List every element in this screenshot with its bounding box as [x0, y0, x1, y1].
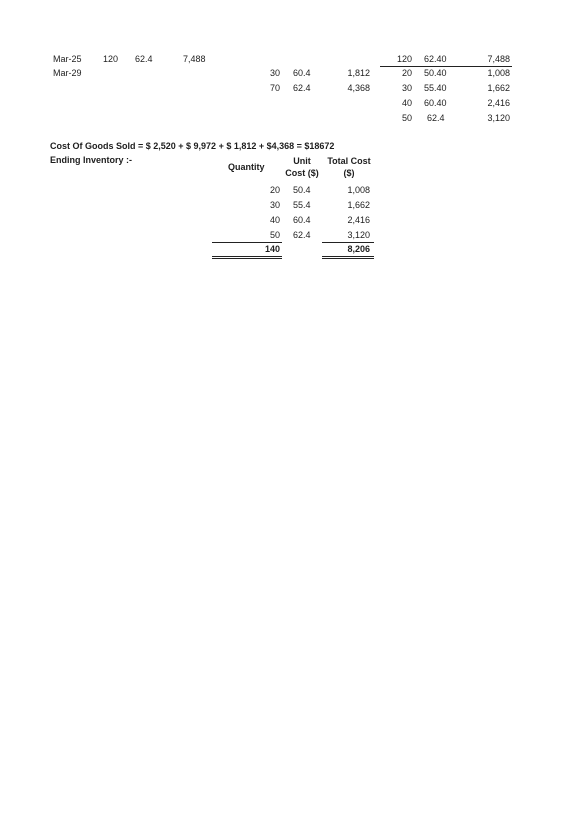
inventory-unit-cost: 50.4 [293, 185, 311, 195]
balance-underline [380, 66, 512, 67]
inventory-total: 1,008 [347, 185, 370, 195]
sold-unit-cost: 60.4 [293, 68, 311, 78]
sold-total: 1,812 [347, 68, 370, 78]
balance-total: 1,008 [487, 68, 510, 78]
balance-unit-cost: 62.4 [427, 113, 445, 123]
purchase-qty: 120 [103, 54, 119, 64]
balance-qty: 120 [396, 54, 412, 64]
header-unit-cost: Cost ($) [285, 168, 319, 178]
inventory-unit-cost: 62.4 [293, 230, 311, 240]
balance-qty: 50 [401, 113, 412, 123]
cogs-line: Cost Of Goods Sold = $ 2,520 + $ 9,972 + $ 1,812 + $4,368 = $18672 [50, 141, 335, 151]
inventory-qty: 50 [269, 230, 280, 240]
balance-total: 1,662 [487, 83, 510, 93]
sold-total: 4,368 [347, 83, 370, 93]
date-mar29: Mar-29 [53, 68, 82, 78]
inventory-total: 2,416 [347, 215, 370, 225]
inventory-qty: 20 [269, 185, 280, 195]
header-total-cost: ($) [343, 168, 355, 178]
inventory-total: 1,662 [347, 200, 370, 210]
date-mar25: Mar-25 [53, 54, 82, 64]
qty-double-rule [212, 258, 282, 259]
balance-total: 3,120 [487, 113, 510, 123]
balance-total: 2,416 [487, 98, 510, 108]
balance-qty: 20 [401, 68, 412, 78]
sold-qty: 70 [269, 83, 280, 93]
cost-total-rule [322, 242, 374, 243]
ending-inventory-label: Ending Inventory :- [50, 155, 132, 165]
cost-double-rule [322, 258, 374, 259]
balance-unit-cost: 62.40 [424, 54, 447, 64]
balance-unit-cost: 55.40 [424, 83, 447, 93]
inventory-total: 3,120 [347, 230, 370, 240]
header-unit-cost: Unit [293, 156, 311, 166]
purchase-unit-cost: 62.4 [135, 54, 153, 64]
inventory-qty: 30 [269, 200, 280, 210]
balance-unit-cost: 50.40 [424, 68, 447, 78]
purchase-total: 7,488 [183, 54, 206, 64]
balance-unit-cost: 60.40 [424, 98, 447, 108]
header-quantity: Quantity [228, 162, 265, 172]
balance-total: 7,488 [487, 54, 510, 64]
qty-total-rule [212, 242, 282, 243]
header-total-cost: Total Cost [327, 156, 371, 166]
inventory-qty: 40 [269, 215, 280, 225]
inventory-total-cost: 8,206 [347, 244, 370, 254]
cost-double-rule [322, 256, 374, 257]
qty-double-rule [212, 256, 282, 257]
sold-qty: 30 [269, 68, 280, 78]
sold-unit-cost: 62.4 [293, 83, 311, 93]
balance-qty: 30 [401, 83, 412, 93]
inventory-unit-cost: 60.4 [293, 215, 311, 225]
inventory-total-qty: 140 [264, 244, 280, 254]
inventory-unit-cost: 55.4 [293, 200, 311, 210]
balance-qty: 40 [401, 98, 412, 108]
